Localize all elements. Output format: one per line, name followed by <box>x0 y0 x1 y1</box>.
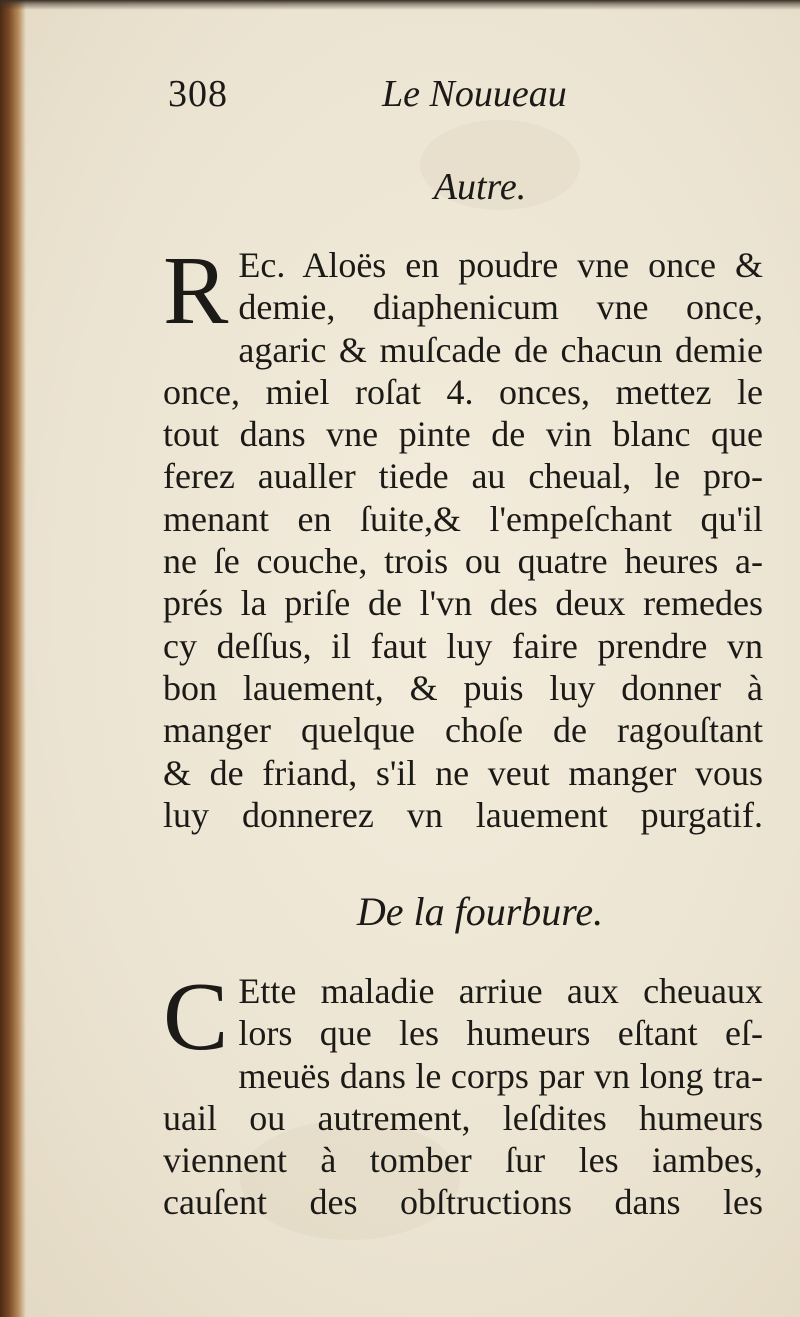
text-line: cauſent des obſtructions dans les <box>163 1182 763 1223</box>
text-line: uail ou autrement, leſdites humeurs <box>163 1097 763 1138</box>
text-line: meuës dans le corps par vn long tra- <box>238 1055 763 1096</box>
text-line: manger quelque choſe de ragouſtant <box>163 710 763 751</box>
text-line: Ette maladie arriue aux cheuaux <box>238 971 763 1011</box>
text-line: menant en ſuite,& l'empeſchant qu'il <box>163 498 763 539</box>
drop-cap: R <box>163 237 229 345</box>
text-line: once, miel roſat 4. onces, mettez le <box>163 371 763 412</box>
running-head <box>168 72 728 120</box>
text-line: demie, diaphenicum vne once, <box>238 287 763 328</box>
text-line: agaric & muſcade de chacun demie <box>238 329 763 370</box>
text-line: cy deſſus, il faut luy faire prendre vn <box>163 625 763 666</box>
text-line: ne ſe couche, trois ou quatre heures a- <box>163 541 763 582</box>
text-line: viennent à tomber ſur les iambes, <box>163 1140 763 1181</box>
paragraph-fourbure <box>163 963 763 1224</box>
text-line: luy donnerez vn lauement purgatif. <box>163 794 763 835</box>
section-heading-fourbure: De la fourbure. <box>356 889 604 934</box>
drop-cap: C <box>163 963 229 1071</box>
text-line: prés la priſe de l'vn des deux remedes <box>163 583 763 624</box>
paragraph-remedy <box>163 237 763 836</box>
section-heading-autre: Autre. <box>433 166 527 208</box>
text-line: bon lauement, & puis luy donner à <box>163 667 763 708</box>
text-line: tout dans vne pinte de vin blanc que <box>163 414 763 455</box>
text-line: ferez aualler tiede au cheual, le pro- <box>163 456 763 497</box>
text-line: Ec. Aloës en poudre vne once & <box>238 245 763 285</box>
top-edge <box>0 0 800 10</box>
text-line: & de friand, s'il ne veut manger vous <box>163 752 763 793</box>
page-number: 308 <box>168 73 228 115</box>
text-line: lors que les humeurs eſtant eſ- <box>238 1013 763 1054</box>
running-title: Le Nouueau <box>382 73 567 115</box>
